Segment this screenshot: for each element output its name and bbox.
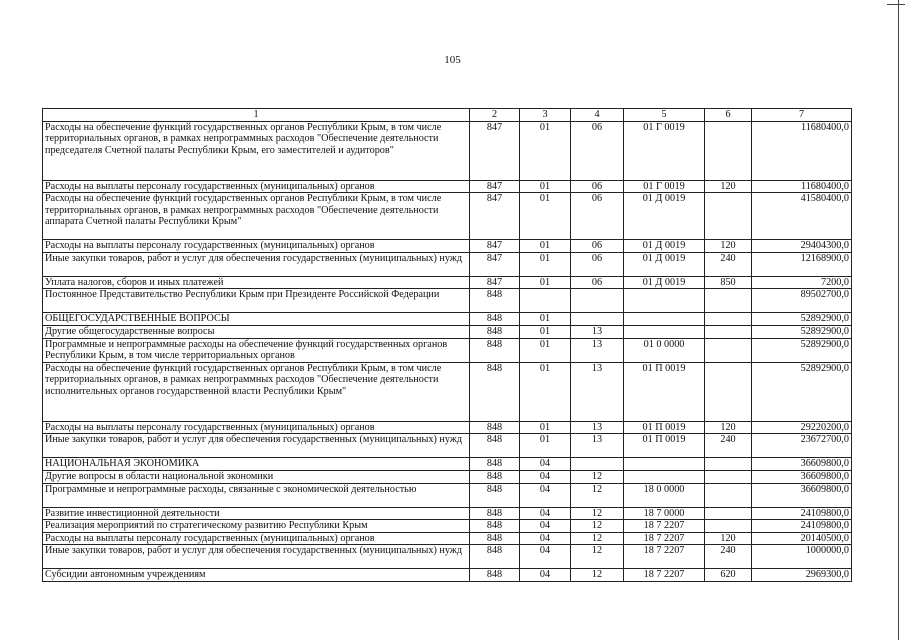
row-csr-cell: 01 Г 0019	[624, 180, 705, 193]
row-pr-cell: 06	[571, 121, 624, 180]
header-col-1: 1	[43, 109, 470, 122]
table-row	[43, 325, 852, 338]
row-csr-cell: 18 7 2207	[624, 532, 705, 545]
row-csr-cell: 18 7 2207	[624, 520, 705, 533]
row-ved-cell: 848	[470, 338, 520, 362]
row-vr-cell	[705, 313, 752, 326]
row-pr-cell: 06	[571, 276, 624, 289]
row-csr-cell: 01 Д 0019	[624, 240, 705, 253]
row-rz-cell: 04	[520, 569, 571, 582]
row-amount-cell: 23672700,0	[752, 434, 852, 458]
row-amount-cell: 89502700,0	[752, 289, 852, 313]
row-amount-cell: 20140500,0	[752, 532, 852, 545]
row-pr-cell: 12	[571, 483, 624, 507]
row-rz-cell: 01	[520, 434, 571, 458]
row-ved-cell: 848	[470, 325, 520, 338]
table-row	[43, 276, 852, 289]
row-ved-cell: 848	[470, 458, 520, 471]
table-row	[43, 507, 852, 520]
row-name-cell: Расходы на выплаты персоналу государственных (муниципальных) органов	[43, 180, 470, 193]
row-name-cell: Расходы на выплаты персоналу государственных (муниципальных) органов	[43, 532, 470, 545]
row-name-cell: Расходы на обеспечение функций государственных органов Республики Крым, в том числе территориальных органов, в рамках непрограммных расходов "Обеспечение деятельности аппарата Счетной палаты Республики Крым"	[43, 193, 470, 240]
row-vr-cell: 240	[705, 545, 752, 569]
scan-edge-line	[898, 0, 899, 640]
page-number: 105	[444, 54, 461, 66]
row-rz-cell: 04	[520, 470, 571, 483]
row-csr-cell	[624, 289, 705, 313]
table-row	[43, 545, 852, 569]
row-pr-cell: 13	[571, 421, 624, 434]
row-csr-cell: 01 П 0019	[624, 362, 705, 421]
row-name-cell: Иные закупки товаров, работ и услуг для обеспечения государственных (муниципальных) нужд	[43, 545, 470, 569]
header-col-3: 3	[520, 109, 571, 122]
row-csr-cell: 18 7 2207	[624, 569, 705, 582]
row-csr-cell: 01 Д 0019	[624, 252, 705, 276]
row-rz-cell: 01	[520, 313, 571, 326]
row-csr-cell: 01 П 0019	[624, 421, 705, 434]
row-amount-cell: 36609800,0	[752, 470, 852, 483]
row-ved-cell: 848	[470, 532, 520, 545]
row-amount-cell: 41580400,0	[752, 193, 852, 240]
row-vr-cell	[705, 483, 752, 507]
row-pr-cell: 12	[571, 507, 624, 520]
row-name-cell: НАЦИОНАЛЬНАЯ ЭКОНОМИКА	[43, 458, 470, 471]
table-row	[43, 338, 852, 362]
row-vr-cell	[705, 470, 752, 483]
row-vr-cell	[705, 325, 752, 338]
row-name-cell: ОБЩЕГОСУДАРСТВЕННЫЕ ВОПРОСЫ	[43, 313, 470, 326]
row-vr-cell	[705, 520, 752, 533]
row-ved-cell: 847	[470, 121, 520, 180]
row-pr-cell: 13	[571, 325, 624, 338]
row-csr-cell	[624, 325, 705, 338]
table-body	[43, 121, 852, 581]
row-name-cell: Другие общегосударственные вопросы	[43, 325, 470, 338]
row-amount-cell: 36609800,0	[752, 458, 852, 471]
header-col-7: 7	[752, 109, 852, 122]
row-rz-cell: 01	[520, 252, 571, 276]
row-vr-cell: 850	[705, 276, 752, 289]
row-ved-cell: 848	[470, 545, 520, 569]
row-csr-cell: 18 0 0000	[624, 483, 705, 507]
row-rz-cell: 01	[520, 180, 571, 193]
row-amount-cell: 52892900,0	[752, 362, 852, 421]
table-row	[43, 252, 852, 276]
row-ved-cell: 848	[470, 421, 520, 434]
row-rz-cell	[520, 289, 571, 313]
table-row	[43, 421, 852, 434]
row-vr-cell	[705, 507, 752, 520]
table-row	[43, 483, 852, 507]
row-name-cell: Расходы на обеспечение функций государственных органов Республики Крым, в том числе территориальных органов, в рамках непрограммных расходов "Обеспечение деятельности председателя Счетной палаты Республики Крым, его заместителей и аудиторов"	[43, 121, 470, 180]
table-row	[43, 569, 852, 582]
row-ved-cell: 848	[470, 483, 520, 507]
row-vr-cell	[705, 193, 752, 240]
row-vr-cell: 120	[705, 240, 752, 253]
row-amount-cell: 24109800,0	[752, 507, 852, 520]
row-vr-cell	[705, 362, 752, 421]
row-csr-cell: 01 0 0000	[624, 338, 705, 362]
header-col-6: 6	[705, 109, 752, 122]
table-row	[43, 121, 852, 180]
table-row	[43, 362, 852, 421]
row-pr-cell: 06	[571, 252, 624, 276]
row-rz-cell: 01	[520, 325, 571, 338]
row-ved-cell: 848	[470, 434, 520, 458]
row-amount-cell: 52892900,0	[752, 313, 852, 326]
row-rz-cell: 01	[520, 276, 571, 289]
row-csr-cell: 18 7 0000	[624, 507, 705, 520]
row-ved-cell: 847	[470, 180, 520, 193]
row-amount-cell: 29220200,0	[752, 421, 852, 434]
row-amount-cell: 11680400,0	[752, 180, 852, 193]
row-pr-cell: 13	[571, 434, 624, 458]
row-pr-cell	[571, 289, 624, 313]
row-name-cell: Иные закупки товаров, работ и услуг для обеспечения государственных (муниципальных) нужд	[43, 252, 470, 276]
row-csr-cell: 01 Г 0019	[624, 121, 705, 180]
row-name-cell: Расходы на выплаты персоналу государственных (муниципальных) органов	[43, 240, 470, 253]
row-ved-cell: 848	[470, 470, 520, 483]
row-rz-cell: 04	[520, 458, 571, 471]
table-row	[43, 520, 852, 533]
table-row	[43, 532, 852, 545]
row-name-cell: Расходы на выплаты персоналу государственных (муниципальных) органов	[43, 421, 470, 434]
row-amount-cell: 12168900,0	[752, 252, 852, 276]
row-rz-cell: 04	[520, 483, 571, 507]
header-col-5: 5	[624, 109, 705, 122]
row-ved-cell: 847	[470, 252, 520, 276]
row-vr-cell: 620	[705, 569, 752, 582]
row-csr-cell	[624, 313, 705, 326]
row-pr-cell: 06	[571, 180, 624, 193]
row-pr-cell	[571, 458, 624, 471]
row-pr-cell: 06	[571, 240, 624, 253]
table-row	[43, 240, 852, 253]
header-col-2: 2	[470, 109, 520, 122]
row-rz-cell: 01	[520, 362, 571, 421]
row-amount-cell: 1000000,0	[752, 545, 852, 569]
row-pr-cell: 12	[571, 569, 624, 582]
row-name-cell: Уплата налогов, сборов и иных платежей	[43, 276, 470, 289]
row-rz-cell: 04	[520, 532, 571, 545]
row-name-cell: Иные закупки товаров, работ и услуг для обеспечения государственных (муниципальных) нужд	[43, 434, 470, 458]
row-pr-cell: 13	[571, 362, 624, 421]
row-vr-cell: 120	[705, 180, 752, 193]
row-rz-cell: 04	[520, 545, 571, 569]
row-pr-cell: 06	[571, 193, 624, 240]
row-amount-cell: 36609800,0	[752, 483, 852, 507]
row-amount-cell: 24109800,0	[752, 520, 852, 533]
row-vr-cell: 120	[705, 532, 752, 545]
row-vr-cell: 240	[705, 434, 752, 458]
budget-table	[42, 108, 852, 582]
row-csr-cell: 01 П 0019	[624, 434, 705, 458]
table-row	[43, 470, 852, 483]
row-name-cell: Реализация мероприятий по стратегическому развитию Республики Крым	[43, 520, 470, 533]
row-ved-cell: 848	[470, 520, 520, 533]
row-csr-cell	[624, 458, 705, 471]
row-pr-cell: 12	[571, 520, 624, 533]
table-row	[43, 458, 852, 471]
row-name-cell: Расходы на обеспечение функций государственных органов Республики Крым, в том числе территориальных органов, в рамках непрограммных расходов "Обеспечение деятельности исполнительных органов государственной власти Республики Крым"	[43, 362, 470, 421]
row-name-cell: Другие вопросы в области национальной экономики	[43, 470, 470, 483]
row-amount-cell: 52892900,0	[752, 338, 852, 362]
row-vr-cell	[705, 338, 752, 362]
row-csr-cell	[624, 470, 705, 483]
row-vr-cell	[705, 289, 752, 313]
row-name-cell: Субсидии автономным учреждениям	[43, 569, 470, 582]
row-name-cell: Программные и непрограммные расходы, связанные с экономической деятельностью	[43, 483, 470, 507]
row-csr-cell: 01 Д 0019	[624, 276, 705, 289]
row-ved-cell: 847	[470, 193, 520, 240]
row-pr-cell: 12	[571, 470, 624, 483]
row-amount-cell: 2969300,0	[752, 569, 852, 582]
row-rz-cell: 04	[520, 520, 571, 533]
row-rz-cell: 01	[520, 240, 571, 253]
row-rz-cell: 01	[520, 121, 571, 180]
row-name-cell: Постоянное Представительство Республики Крым при Президенте Российской Федерации	[43, 289, 470, 313]
scan-edge-tick	[887, 4, 905, 5]
row-vr-cell: 240	[705, 252, 752, 276]
row-amount-cell: 7200,0	[752, 276, 852, 289]
row-amount-cell: 11680400,0	[752, 121, 852, 180]
row-ved-cell: 847	[470, 240, 520, 253]
row-pr-cell	[571, 313, 624, 326]
row-amount-cell: 52892900,0	[752, 325, 852, 338]
row-amount-cell: 29404300,0	[752, 240, 852, 253]
table-row	[43, 434, 852, 458]
table-row	[43, 193, 852, 240]
row-ved-cell: 848	[470, 507, 520, 520]
row-ved-cell: 847	[470, 276, 520, 289]
row-pr-cell: 12	[571, 532, 624, 545]
header-col-4: 4	[571, 109, 624, 122]
table-header-row	[43, 109, 852, 122]
table-row	[43, 289, 852, 313]
row-ved-cell: 848	[470, 569, 520, 582]
row-rz-cell: 01	[520, 338, 571, 362]
row-csr-cell: 18 7 2207	[624, 545, 705, 569]
row-vr-cell	[705, 121, 752, 180]
row-pr-cell: 12	[571, 545, 624, 569]
row-ved-cell: 848	[470, 289, 520, 313]
table-row	[43, 313, 852, 326]
row-rz-cell: 01	[520, 421, 571, 434]
row-rz-cell: 01	[520, 193, 571, 240]
row-csr-cell: 01 Д 0019	[624, 193, 705, 240]
row-vr-cell	[705, 458, 752, 471]
row-rz-cell: 04	[520, 507, 571, 520]
row-pr-cell: 13	[571, 338, 624, 362]
row-name-cell: Развитие инвестиционной деятельности	[43, 507, 470, 520]
row-ved-cell: 848	[470, 313, 520, 326]
row-ved-cell: 848	[470, 362, 520, 421]
row-vr-cell: 120	[705, 421, 752, 434]
row-name-cell: Программные и непрограммные расходы на обеспечение функций государственных органов Республики Крым, в том числе территориальных органов	[43, 338, 470, 362]
table-row	[43, 180, 852, 193]
